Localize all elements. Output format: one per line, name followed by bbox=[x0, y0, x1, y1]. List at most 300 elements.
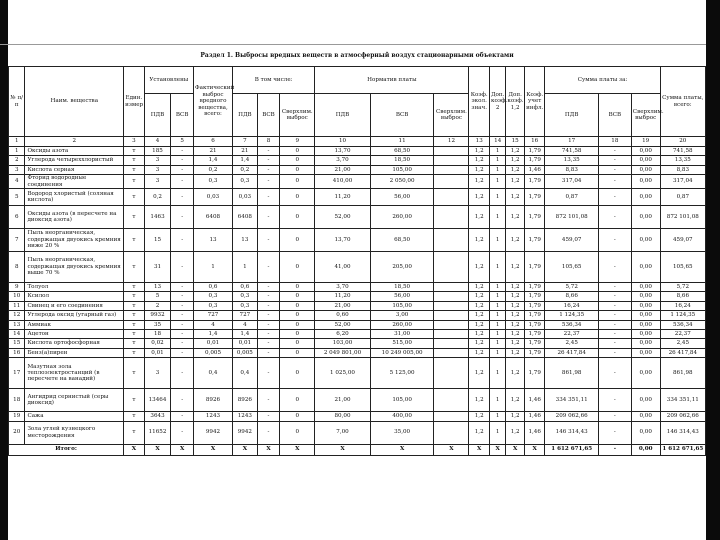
header-k-env: Коэф. экол. знач. bbox=[469, 67, 490, 137]
incl-over-cell: 0 bbox=[280, 348, 315, 357]
actual-cell: 1,4 bbox=[193, 329, 232, 338]
sum-vsv-cell: - bbox=[598, 412, 631, 421]
sum-vsv-cell: - bbox=[598, 205, 631, 228]
norm-pdv-cell: 11,20 bbox=[315, 188, 371, 205]
est-pdv-cell: 13464 bbox=[144, 389, 171, 412]
row-number: 15 bbox=[9, 339, 25, 348]
k-env-cell: 1,2 bbox=[469, 292, 490, 301]
header-norm-over: Сверхлим. выброс bbox=[434, 94, 469, 137]
incl-over-cell: 0 bbox=[280, 147, 315, 156]
sum-over-cell: 0,00 bbox=[631, 301, 660, 310]
k-env-cell: 1,2 bbox=[469, 339, 490, 348]
table-row bbox=[9, 165, 706, 174]
total-pay-cell: 22,37 bbox=[660, 329, 705, 338]
incl-over-cell: 0 bbox=[280, 292, 315, 301]
sum-over-cell: 0,00 bbox=[631, 412, 660, 421]
k-add-cell: 1 bbox=[489, 251, 505, 282]
k-add2-cell: 1,2 bbox=[506, 282, 525, 291]
col-num: 13 bbox=[469, 137, 490, 147]
incl-pdv-cell: 1,4 bbox=[233, 329, 258, 338]
k-inf-cell: 1,79 bbox=[524, 251, 545, 282]
incl-over-cell: 0 bbox=[280, 156, 315, 165]
header-k-add: Доп. коэф. 2 bbox=[489, 67, 505, 137]
norm-vsv-cell: 205,00 bbox=[370, 251, 434, 282]
col-num: 16 bbox=[524, 137, 545, 147]
norm-pdv-cell: 0,60 bbox=[315, 311, 371, 320]
col-num: 19 bbox=[631, 137, 660, 147]
incl-over-cell: 0 bbox=[280, 389, 315, 412]
k-add2-cell: 1,2 bbox=[506, 175, 525, 189]
k-inf-cell: 1,46 bbox=[524, 165, 545, 174]
sum-vsv-cell: - bbox=[598, 292, 631, 301]
k-add-cell: 1 bbox=[489, 301, 505, 310]
header-unit: Един. измер bbox=[124, 67, 145, 137]
est-vsv-cell: - bbox=[171, 311, 194, 320]
k-add-cell: 1 bbox=[489, 282, 505, 291]
row-number: 16 bbox=[9, 348, 25, 357]
actual-cell: 0,3 bbox=[193, 301, 232, 310]
k-inf-cell: 1,79 bbox=[524, 228, 545, 251]
sum-pdv-cell: 8,83 bbox=[545, 165, 598, 174]
row-number: 11 bbox=[9, 301, 25, 310]
incl-over-cell: 0 bbox=[280, 339, 315, 348]
est-vsv-cell: - bbox=[171, 320, 194, 329]
table-row bbox=[9, 228, 706, 251]
k-env-cell: 1,2 bbox=[469, 175, 490, 189]
est-pdv-cell: 1463 bbox=[144, 205, 171, 228]
row-number: 19 bbox=[9, 412, 25, 421]
k-inf-cell: 1,79 bbox=[524, 205, 545, 228]
incl-vsv-cell: - bbox=[257, 389, 280, 412]
est-vsv-cell: - bbox=[171, 205, 194, 228]
est-vsv-cell: - bbox=[171, 389, 194, 412]
sum-pdv-cell: 8,66 bbox=[545, 292, 598, 301]
k-inf-cell: 1,79 bbox=[524, 348, 545, 357]
norm-over-cell bbox=[434, 251, 469, 282]
incl-pdv-cell: 1,4 bbox=[233, 156, 258, 165]
header-no: № п/п bbox=[9, 67, 25, 137]
incl-vsv-cell: - bbox=[257, 339, 280, 348]
norm-pdv-cell: 2 049 801,00 bbox=[315, 348, 371, 357]
k-add-cell: 1 bbox=[489, 412, 505, 421]
incl-pdv-cell: 0,3 bbox=[233, 175, 258, 189]
k-add-cell: 1 bbox=[489, 339, 505, 348]
row-number: 5 bbox=[9, 188, 25, 205]
col-num: 8 bbox=[257, 137, 280, 147]
est-vsv-cell: - bbox=[171, 251, 194, 282]
col-num: 18 bbox=[598, 137, 631, 147]
est-pdv-cell: 9932 bbox=[144, 311, 171, 320]
k-inf-cell: 1,79 bbox=[524, 311, 545, 320]
incl-vsv-cell: - bbox=[257, 421, 280, 444]
pollutant-name: Ангидрид сернистый (серы диоксид) bbox=[25, 389, 124, 412]
incl-over-cell: 0 bbox=[280, 301, 315, 310]
sum-over-cell: 0,00 bbox=[631, 175, 660, 189]
left-edge-bar bbox=[0, 0, 8, 540]
total-pay-cell: 13,35 bbox=[660, 156, 705, 165]
k-env-cell: 1,2 bbox=[469, 301, 490, 310]
sum-vsv-cell: - bbox=[598, 165, 631, 174]
est-vsv-cell: - bbox=[171, 301, 194, 310]
sum-pdv-cell: 5,72 bbox=[545, 282, 598, 291]
norm-over-cell bbox=[434, 358, 469, 389]
unit-cell: т bbox=[124, 205, 145, 228]
incl-over-cell: 0 bbox=[280, 251, 315, 282]
table-row bbox=[9, 421, 706, 444]
pollutant-name: Пыль неорганическая, содержащая двуокись кремния выше 70 % bbox=[25, 251, 124, 282]
actual-cell: 0,3 bbox=[193, 292, 232, 301]
k-inf-cell: 1,79 bbox=[524, 358, 545, 389]
row-number: 1 bbox=[9, 147, 25, 156]
header-sum-over: Сверхлим. выброс bbox=[631, 94, 660, 137]
incl-pdv-cell: 13 bbox=[233, 228, 258, 251]
total-pay-cell: 26 417,84 bbox=[660, 348, 705, 357]
k-add2-cell: 1,2 bbox=[506, 165, 525, 174]
sum-pdv-cell: 209 062,66 bbox=[545, 412, 598, 421]
sum-vsv-cell: - bbox=[598, 421, 631, 444]
actual-cell: 0,6 bbox=[193, 282, 232, 291]
k-add-cell: 1 bbox=[489, 421, 505, 444]
sum-pdv-cell: 317,04 bbox=[545, 175, 598, 189]
est-vsv-cell: - bbox=[171, 156, 194, 165]
norm-vsv-cell: 68,50 bbox=[370, 147, 434, 156]
incl-vsv-cell: - bbox=[257, 320, 280, 329]
col-num: 4 bbox=[144, 137, 171, 147]
k-inf-cell: 1,79 bbox=[524, 147, 545, 156]
k-inf-cell: 1,79 bbox=[524, 339, 545, 348]
total-x: X bbox=[193, 444, 232, 455]
incl-vsv-cell: - bbox=[257, 358, 280, 389]
incl-vsv-cell: - bbox=[257, 282, 280, 291]
incl-vsv-cell: - bbox=[257, 165, 280, 174]
col-num: 3 bbox=[124, 137, 145, 147]
sum-vsv-cell: - bbox=[598, 147, 631, 156]
pollutant-name: Оксиды азота bbox=[25, 147, 124, 156]
header-est-vsv: ВСВ bbox=[171, 94, 194, 137]
k-env-cell: 1,2 bbox=[469, 205, 490, 228]
k-add2-cell: 1,2 bbox=[506, 358, 525, 389]
unit-cell: т bbox=[124, 320, 145, 329]
est-pdv-cell: 35 bbox=[144, 320, 171, 329]
k-env-cell: 1,2 bbox=[469, 165, 490, 174]
k-add2-cell: 1,2 bbox=[506, 188, 525, 205]
norm-vsv-cell: 10 249 005,00 bbox=[370, 348, 434, 357]
sum-vsv-cell: - bbox=[598, 282, 631, 291]
pollutant-name: Бенз(а)пирен bbox=[25, 348, 124, 357]
norm-over-cell bbox=[434, 301, 469, 310]
incl-pdv-cell: 0,005 bbox=[233, 348, 258, 357]
incl-pdv-cell: 1 bbox=[233, 251, 258, 282]
total-pay-cell: 209 062,66 bbox=[660, 412, 705, 421]
table-row bbox=[9, 348, 706, 357]
pollutant-name: Оксиды азота (в пересчете на диоксид азота) bbox=[25, 205, 124, 228]
sum-pdv-cell: 872 101,08 bbox=[545, 205, 598, 228]
norm-over-cell bbox=[434, 147, 469, 156]
total-pay-cell: 741,58 bbox=[660, 147, 705, 156]
actual-cell: 1243 bbox=[193, 412, 232, 421]
incl-pdv-cell: 0,2 bbox=[233, 165, 258, 174]
norm-vsv-cell: 35,00 bbox=[370, 421, 434, 444]
incl-pdv-cell: 0,3 bbox=[233, 292, 258, 301]
sum-over-cell: 0,00 bbox=[631, 320, 660, 329]
norm-pdv-cell: 11,20 bbox=[315, 292, 371, 301]
norm-over-cell bbox=[434, 292, 469, 301]
total-x: X bbox=[524, 444, 545, 455]
total-x: X bbox=[469, 444, 490, 455]
incl-over-cell: 0 bbox=[280, 421, 315, 444]
k-inf-cell: 1,46 bbox=[524, 412, 545, 421]
section-title: Раздел 1. Выбросы вредных веществ в атмосферный воздух стационарными объектами bbox=[200, 52, 514, 59]
table-row bbox=[9, 412, 706, 421]
table-row bbox=[9, 251, 706, 282]
est-vsv-cell: - bbox=[171, 339, 194, 348]
total-pay-cell: 146 314,43 bbox=[660, 421, 705, 444]
total-sum-pdv: 1 612 671,65 bbox=[545, 444, 598, 455]
header-k-add2: Доп. коэф. 1,2 bbox=[506, 67, 525, 137]
header-total-pay: Сумма платы, всего: bbox=[660, 67, 705, 137]
incl-vsv-cell: - bbox=[257, 329, 280, 338]
est-pdv-cell: 3643 bbox=[144, 412, 171, 421]
sum-over-cell: 0,00 bbox=[631, 389, 660, 412]
k-add-cell: 1 bbox=[489, 188, 505, 205]
pollutant-name: Зола углей кузнецкого месторождения bbox=[25, 421, 124, 444]
total-x: X bbox=[506, 444, 525, 455]
est-pdv-cell: 185 bbox=[144, 147, 171, 156]
est-pdv-cell: 15 bbox=[144, 228, 171, 251]
norm-pdv-cell: 1 025,00 bbox=[315, 358, 371, 389]
norm-vsv-cell: 260,00 bbox=[370, 205, 434, 228]
k-env-cell: 1,2 bbox=[469, 421, 490, 444]
sum-pdv-cell: 105,65 bbox=[545, 251, 598, 282]
total-x: X bbox=[144, 444, 171, 455]
sum-over-cell: 0,00 bbox=[631, 205, 660, 228]
header-pollutant: Наим. вещества bbox=[25, 67, 124, 137]
est-pdv-cell: 3 bbox=[144, 165, 171, 174]
incl-vsv-cell: - bbox=[257, 188, 280, 205]
pollutant-name: Ацетон bbox=[25, 329, 124, 338]
k-add-cell: 1 bbox=[489, 292, 505, 301]
header-incl: В том числе: bbox=[233, 67, 315, 94]
total-pay-cell: 1 124,35 bbox=[660, 311, 705, 320]
total-pay-cell: 334 351,11 bbox=[660, 389, 705, 412]
norm-pdv-cell: 41,00 bbox=[315, 251, 371, 282]
table-row bbox=[9, 339, 706, 348]
total-x: X bbox=[489, 444, 505, 455]
norm-vsv-cell: 68,50 bbox=[370, 228, 434, 251]
unit-cell: т bbox=[124, 156, 145, 165]
est-pdv-cell: 13 bbox=[144, 282, 171, 291]
total-sum-all: 1 612 671,65 bbox=[660, 444, 705, 455]
est-vsv-cell: - bbox=[171, 329, 194, 338]
actual-cell: 727 bbox=[193, 311, 232, 320]
incl-over-cell: 0 bbox=[280, 282, 315, 291]
incl-vsv-cell: - bbox=[257, 156, 280, 165]
actual-cell: 8926 bbox=[193, 389, 232, 412]
est-vsv-cell: - bbox=[171, 175, 194, 189]
col-num: 9 bbox=[280, 137, 315, 147]
unit-cell: т bbox=[124, 282, 145, 291]
row-number: 2 bbox=[9, 156, 25, 165]
table-body bbox=[9, 147, 706, 445]
incl-pdv-cell: 0,01 bbox=[233, 339, 258, 348]
actual-cell: 1 bbox=[193, 251, 232, 282]
incl-pdv-cell: 727 bbox=[233, 311, 258, 320]
norm-vsv-cell: 400,00 bbox=[370, 412, 434, 421]
pollutant-name: Свинец и его соединения bbox=[25, 301, 124, 310]
k-add2-cell: 1,2 bbox=[506, 156, 525, 165]
incl-over-cell: 0 bbox=[280, 205, 315, 228]
sum-vsv-cell: - bbox=[598, 311, 631, 320]
incl-pdv-cell: 0,3 bbox=[233, 301, 258, 310]
incl-over-cell: 0 bbox=[280, 311, 315, 320]
k-inf-cell: 1,79 bbox=[524, 175, 545, 189]
sum-vsv-cell: - bbox=[598, 301, 631, 310]
col-num: 11 bbox=[370, 137, 434, 147]
row-number: 6 bbox=[9, 205, 25, 228]
total-pay-cell: 872 101,08 bbox=[660, 205, 705, 228]
header-norm-vsv: ВСВ bbox=[370, 94, 434, 137]
header-norm-pdv: ПДВ bbox=[315, 94, 371, 137]
sum-vsv-cell: - bbox=[598, 329, 631, 338]
k-add-cell: 1 bbox=[489, 147, 505, 156]
total-x: X bbox=[315, 444, 371, 455]
table-row bbox=[9, 188, 706, 205]
norm-pdv-cell: 13,70 bbox=[315, 228, 371, 251]
k-env-cell: 1,2 bbox=[469, 412, 490, 421]
sum-over-cell: 0,00 bbox=[631, 147, 660, 156]
unit-cell: т bbox=[124, 175, 145, 189]
pollutant-name: Кислота серная bbox=[25, 165, 124, 174]
actual-cell: 4 bbox=[193, 320, 232, 329]
sum-vsv-cell: - bbox=[598, 348, 631, 357]
norm-pdv-cell: 21,00 bbox=[315, 301, 371, 310]
sum-over-cell: 0,00 bbox=[631, 358, 660, 389]
table-row bbox=[9, 320, 706, 329]
total-x: X bbox=[434, 444, 469, 455]
est-vsv-cell: - bbox=[171, 282, 194, 291]
k-add-cell: 1 bbox=[489, 358, 505, 389]
norm-pdv-cell: 21,00 bbox=[315, 389, 371, 412]
sum-pdv-cell: 741,58 bbox=[545, 147, 598, 156]
total-sum-over: 0,00 bbox=[631, 444, 660, 455]
est-pdv-cell: 31 bbox=[144, 251, 171, 282]
sum-vsv-cell: - bbox=[598, 389, 631, 412]
k-add2-cell: 1,2 bbox=[506, 292, 525, 301]
k-inf-cell: 1,46 bbox=[524, 389, 545, 412]
row-number: 10 bbox=[9, 292, 25, 301]
norm-vsv-cell: 515,00 bbox=[370, 339, 434, 348]
incl-vsv-cell: - bbox=[257, 251, 280, 282]
table-row bbox=[9, 301, 706, 310]
pollutant-name: Фторид водородные соединения bbox=[25, 175, 124, 189]
unit-cell: т bbox=[124, 188, 145, 205]
pollutant-name: Пыль неорганическая, содержащая двуокись кремния ниже 20 % bbox=[25, 228, 124, 251]
header-incl-over: Сверхлим. выброс bbox=[280, 94, 315, 137]
incl-over-cell: 0 bbox=[280, 165, 315, 174]
total-pay-cell: 459,07 bbox=[660, 228, 705, 251]
est-vsv-cell: - bbox=[171, 292, 194, 301]
k-env-cell: 1,2 bbox=[469, 348, 490, 357]
pollutant-name: Толуол bbox=[25, 282, 124, 291]
norm-pdv-cell: 52,00 bbox=[315, 205, 371, 228]
norm-vsv-cell: 5 125,00 bbox=[370, 358, 434, 389]
incl-pdv-cell: 0,03 bbox=[233, 188, 258, 205]
table-row bbox=[9, 358, 706, 389]
total-x: X bbox=[171, 444, 194, 455]
incl-over-cell: 0 bbox=[280, 320, 315, 329]
norm-over-cell bbox=[434, 348, 469, 357]
norm-over-cell bbox=[434, 320, 469, 329]
k-inf-cell: 1,79 bbox=[524, 329, 545, 338]
col-num: 14 bbox=[489, 137, 505, 147]
k-add2-cell: 1,2 bbox=[506, 339, 525, 348]
pollutant-name: Водород хлористый (соляная кислота) bbox=[25, 188, 124, 205]
sum-pdv-cell: 16,24 bbox=[545, 301, 598, 310]
incl-pdv-cell: 4 bbox=[233, 320, 258, 329]
col-num: 2 bbox=[25, 137, 124, 147]
norm-over-cell bbox=[434, 412, 469, 421]
sum-pdv-cell: 13,35 bbox=[545, 156, 598, 165]
unit-cell: т bbox=[124, 348, 145, 357]
k-add-cell: 1 bbox=[489, 175, 505, 189]
col-num: 17 bbox=[545, 137, 598, 147]
header-sum-vsv: ВСВ bbox=[598, 94, 631, 137]
unit-cell: т bbox=[124, 292, 145, 301]
est-vsv-cell: - bbox=[171, 147, 194, 156]
norm-pdv-cell: 80,00 bbox=[315, 412, 371, 421]
actual-cell: 9942 bbox=[193, 421, 232, 444]
incl-over-cell: 0 bbox=[280, 412, 315, 421]
header-k-inf: Коэф. учет инфл. bbox=[524, 67, 545, 137]
norm-vsv-cell: 105,00 bbox=[370, 165, 434, 174]
row-number: 18 bbox=[9, 389, 25, 412]
total-x: X bbox=[280, 444, 315, 455]
total-pay-cell: 105,65 bbox=[660, 251, 705, 282]
k-env-cell: 1,2 bbox=[469, 389, 490, 412]
k-add2-cell: 1,2 bbox=[506, 389, 525, 412]
incl-vsv-cell: - bbox=[257, 412, 280, 421]
norm-over-cell bbox=[434, 282, 469, 291]
total-pay-cell: 0,87 bbox=[660, 188, 705, 205]
norm-pdv-cell: 21,00 bbox=[315, 165, 371, 174]
header-pay-sum: Сумма платы за: bbox=[545, 67, 660, 94]
unit-cell: т bbox=[124, 301, 145, 310]
total-row bbox=[9, 444, 706, 455]
actual-cell: 0,03 bbox=[193, 188, 232, 205]
k-add-cell: 1 bbox=[489, 389, 505, 412]
est-vsv-cell: - bbox=[171, 412, 194, 421]
header-actual: Фактический выброс вредного вещества, всего: bbox=[193, 67, 232, 137]
incl-over-cell: 0 bbox=[280, 188, 315, 205]
total-pay-cell: 861,98 bbox=[660, 358, 705, 389]
actual-cell: 1,4 bbox=[193, 156, 232, 165]
right-edge-bar bbox=[706, 0, 720, 540]
sum-over-cell: 0,00 bbox=[631, 329, 660, 338]
total-pay-cell: 317,04 bbox=[660, 175, 705, 189]
norm-over-cell bbox=[434, 311, 469, 320]
est-pdv-cell: 18 bbox=[144, 329, 171, 338]
sum-pdv-cell: 861,98 bbox=[545, 358, 598, 389]
actual-cell: 0,4 bbox=[193, 358, 232, 389]
pollutant-name: Углерода четыреххлористый bbox=[25, 156, 124, 165]
k-add2-cell: 1,2 bbox=[506, 251, 525, 282]
sum-pdv-cell: 146 314,43 bbox=[545, 421, 598, 444]
unit-cell: т bbox=[124, 311, 145, 320]
header-norm: Норматив платы bbox=[315, 67, 469, 94]
norm-over-cell bbox=[434, 339, 469, 348]
est-vsv-cell: - bbox=[171, 228, 194, 251]
col-num: 6 bbox=[193, 137, 232, 147]
